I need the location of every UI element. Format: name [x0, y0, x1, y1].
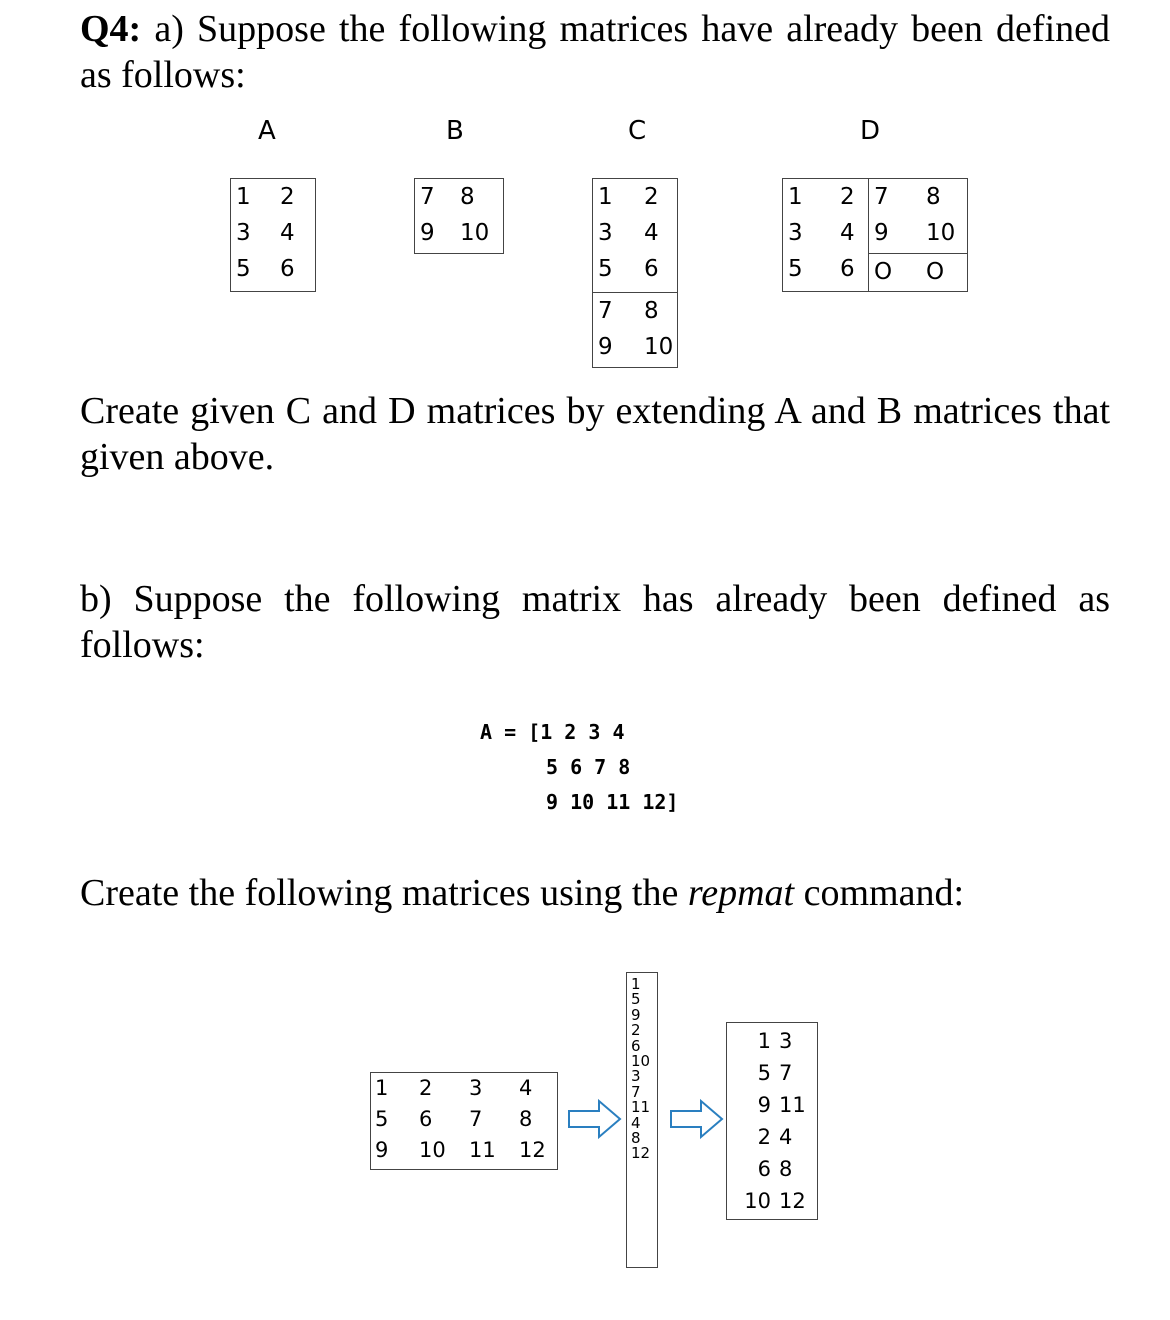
instruction-text: Create the following matrices using the — [80, 872, 688, 914]
matrix-cell: 3 — [598, 220, 613, 246]
question-number: Q4: — [80, 8, 142, 50]
vector-cell: 5 — [631, 990, 641, 1009]
matrix-cell: 8 — [519, 1107, 533, 1131]
matrix-cell: 9 — [598, 334, 613, 360]
vector-cell: 6 — [631, 1036, 641, 1055]
matrix-cell: 7 — [779, 1061, 793, 1085]
matrix-cell: 7 — [598, 298, 613, 324]
matrix-cell: 1 — [598, 184, 613, 210]
matrix-cell: 9 — [874, 220, 889, 246]
part-b-intro: b) Suppose the following matrix has already been defined as follows: — [80, 578, 1110, 666]
matrix-d-left — [782, 178, 868, 292]
right-arrow-icon — [668, 1097, 726, 1141]
matrix-cell: 4 — [779, 1125, 793, 1149]
matrix-cell: 5 — [236, 256, 251, 282]
matrix-cell: 10 — [744, 1189, 771, 1213]
matrix-cell: 9 — [375, 1138, 389, 1162]
matrix-cell: 6 — [419, 1107, 433, 1131]
matrix-c-bottom — [592, 292, 678, 368]
matrix-cell: 8 — [926, 184, 941, 210]
matrix-a — [230, 178, 316, 292]
vector-cell: 10 — [631, 1052, 651, 1071]
matrix-cell: 1 — [757, 1029, 771, 1053]
matrix-cell: 9 — [757, 1093, 771, 1117]
matrix-cell: 5 — [757, 1061, 771, 1085]
matrix-cell: 4 — [840, 220, 855, 246]
matrix-cell: 6 — [644, 256, 659, 282]
matrix-cell: 2 — [840, 184, 855, 210]
matrix-cell: 1 — [375, 1076, 389, 1100]
vector-cell: 8 — [631, 1129, 641, 1148]
matrix-cell: 12 — [519, 1138, 546, 1162]
matrix-cell: 8 — [460, 184, 475, 210]
matrix-a-label: A — [258, 116, 276, 146]
right-arrow-icon — [566, 1097, 624, 1141]
source-matrix — [370, 1072, 558, 1170]
vector-cell: 3 — [631, 1067, 641, 1086]
matrix-d-right-zeros — [868, 254, 968, 292]
code-line-3: 9 10 11 12] — [546, 790, 679, 814]
matrix-cell: 6 — [280, 256, 295, 282]
matrix-cell: 5 — [788, 256, 803, 282]
matrix-cell: 6 — [840, 256, 855, 282]
matrix-cell: 8 — [644, 298, 659, 324]
matrix-c-top — [592, 178, 678, 292]
matrix-cell: 12 — [779, 1189, 806, 1213]
matrix-cell: 3 — [469, 1076, 483, 1100]
matrix-b — [414, 178, 504, 254]
part-b-instruction — [80, 870, 1110, 916]
matrix-cell: 3 — [236, 220, 251, 246]
matrix-cell: 2 — [644, 184, 659, 210]
matrix-cell: 4 — [644, 220, 659, 246]
two-column-matrix — [726, 1022, 818, 1220]
matrix-cell: 7 — [874, 184, 889, 210]
vector-cell: 11 — [631, 1098, 651, 1117]
question-intro — [80, 6, 1110, 98]
matrix-cell: 1 — [236, 184, 251, 210]
matrix-cell: O — [874, 259, 893, 285]
code-line-1: A = [1 2 3 4 — [480, 720, 625, 744]
matrix-cell: 10 — [419, 1138, 446, 1162]
vector-cell: 4 — [631, 1113, 641, 1132]
matrix-cell: 11 — [779, 1093, 806, 1117]
matrix-b-label: B — [446, 116, 464, 146]
matrix-cell: 4 — [280, 220, 295, 246]
matrix-cell: 5 — [598, 256, 613, 282]
matrix-cell: 3 — [788, 220, 803, 246]
matrix-cell: 6 — [757, 1157, 771, 1181]
matrix-d-label: D — [860, 116, 881, 146]
vector-cell: 7 — [631, 1082, 641, 1101]
matrix-cell: 10 — [644, 334, 674, 360]
vector-cell: 12 — [631, 1144, 651, 1163]
column-vector — [626, 972, 658, 1268]
repmat-command: repmat — [687, 872, 795, 914]
matrix-cell: 11 — [469, 1138, 496, 1162]
matrix-cell: 1 — [788, 184, 803, 210]
matrix-cell: 9 — [420, 220, 435, 246]
matrix-cell: 10 — [926, 220, 956, 246]
matrix-cell: O — [926, 259, 945, 285]
matrix-c-label: C — [628, 116, 647, 146]
code-line-2: 5 6 7 8 — [546, 755, 631, 779]
vector-cell: 1 — [631, 975, 641, 993]
part-a-instruction: Create given C and D matrices by extending A and B matrices that given above. — [80, 390, 1110, 478]
matrix-cell: 7 — [469, 1107, 483, 1131]
matrix-cell: 5 — [375, 1107, 389, 1131]
vector-cell: 2 — [631, 1021, 641, 1040]
matrix-cell: 4 — [519, 1076, 533, 1100]
matrix-cell: 2 — [757, 1125, 771, 1149]
matrix-d-right-b — [868, 178, 968, 254]
part-a-intro: a) Suppose the following matrices have already been defined as follows: — [80, 8, 1111, 96]
matrix-cell: 8 — [779, 1157, 793, 1181]
vector-cell: 9 — [631, 1005, 641, 1024]
matrix-cell: 2 — [280, 184, 295, 210]
matrix-cell: 3 — [779, 1029, 793, 1053]
matrix-cell: 7 — [420, 184, 435, 210]
matrix-cell: 10 — [460, 220, 490, 246]
instruction-text-end: command: — [794, 872, 964, 914]
matrix-cell: 2 — [419, 1076, 433, 1100]
